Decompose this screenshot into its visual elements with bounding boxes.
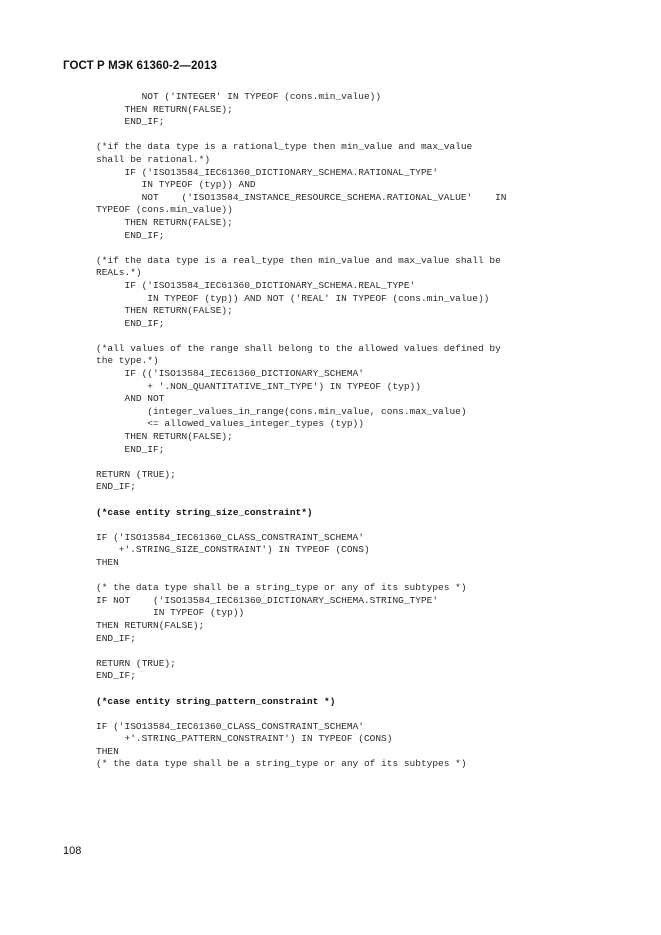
code-line: RETURN (TRUE);: [96, 468, 176, 480]
code-line: TYPEOF (cons.min_value)): [96, 204, 233, 216]
code-line: IN TYPEOF (typ)) AND NOT ('REAL' IN TYPEOF (cons.min_value)): [96, 292, 490, 304]
code-line: +'.STRING_PATTERN_CONSTRAINT') IN TYPEOF (CONS): [96, 733, 393, 745]
code-line: THEN: [96, 745, 119, 757]
code-line: IF ('ISO13584_IEC61360_DICTIONARY_SCHEMA.REAL_TYPE': [96, 279, 416, 291]
code-line: IN TYPEOF (typ)) AND: [96, 179, 256, 191]
code-comment-line: REALs.*): [96, 267, 142, 279]
code-line: IF ('ISO13584_IEC61360_DICTIONARY_SCHEMA.RATIONAL_TYPE': [96, 166, 439, 178]
code-line-blank: [96, 242, 596, 255]
code-line: NOT ('ISO13584_INSTANCE_RESOURCE_SCHEMA.RATIONAL_VALUE' IN: [96, 191, 507, 203]
code-comment-line: (*all values of the range shall belong to the allowed values defined by: [96, 342, 501, 354]
code-line-blank: [96, 683, 596, 696]
code-line: THEN RETURN(FALSE);: [96, 216, 233, 228]
code-line: (integer_values_in_range(cons.min_value, cons.max_value): [96, 405, 467, 417]
code-comment-line: (* the data type shall be a string_type or any of its subtypes *): [96, 582, 467, 594]
code-block: [96, 91, 596, 771]
page-number: 108: [63, 845, 82, 857]
code-line: AND NOT: [96, 393, 165, 405]
code-line: THEN: [96, 556, 119, 568]
code-line: END_IF;: [96, 229, 165, 241]
code-line-blank: [96, 456, 596, 469]
code-line: IF NOT ('ISO13584_IEC61360_DICTIONARY_SCHEMA.STRING_TYPE': [96, 594, 439, 606]
code-line: IN TYPEOF (typ)): [96, 607, 245, 619]
code-line: IF ('ISO13584_IEC61360_CLASS_CONSTRAINT_SCHEMA': [96, 531, 364, 543]
code-line: THEN RETURN(FALSE);: [96, 103, 233, 115]
code-line-blank: [96, 708, 596, 721]
code-line: RETURN (TRUE);: [96, 657, 176, 669]
code-line: IF (('ISO13584_IEC61360_DICTIONARY_SCHEMA': [96, 368, 364, 380]
code-comment-line: (*if the data type is a real_type then min_value and max_value shall be: [96, 254, 501, 266]
code-line: +'.STRING_SIZE_CONSTRAINT') IN TYPEOF (CONS): [96, 544, 370, 556]
code-comment-line: shall be rational.*): [96, 153, 211, 165]
code-line: END_IF;: [96, 481, 136, 493]
code-line: IF ('ISO13584_IEC61360_CLASS_CONSTRAINT_SCHEMA': [96, 720, 364, 732]
code-line: END_IF;: [96, 443, 165, 455]
code-line-blank: [96, 494, 596, 507]
code-line: END_IF;: [96, 116, 165, 128]
code-line: END_IF;: [96, 632, 136, 644]
code-line: THEN RETURN(FALSE);: [96, 305, 233, 317]
code-line: NOT ('INTEGER' IN TYPEOF (cons.min_value)): [96, 91, 382, 102]
section-heading-string-pattern-constraint: (*case entity string_pattern_constraint *): [96, 695, 336, 707]
code-line: THEN RETURN(FALSE);: [96, 431, 233, 443]
code-line: <= allowed_values_integer_types (typ)): [96, 418, 364, 430]
code-line-blank: [96, 330, 596, 343]
code-comment-line: the type.*): [96, 355, 159, 367]
section-heading-string-size-constraint: (*case entity string_size_constraint*): [96, 506, 313, 518]
code-comment-line: (* the data type shall be a string_type or any of its subtypes *): [96, 758, 467, 770]
code-line-blank: [96, 570, 596, 583]
code-line-blank: [96, 645, 596, 658]
code-line: + '.NON_QUANTITATIVE_INT_TYPE') IN TYPEOF (typ)): [96, 380, 421, 392]
code-comment-line: (*if the data type is a rational_type then min_value and max_value: [96, 141, 473, 153]
code-line: END_IF;: [96, 317, 165, 329]
code-line: THEN RETURN(FALSE);: [96, 619, 205, 631]
code-line: END_IF;: [96, 670, 136, 682]
code-line-blank: [96, 519, 596, 532]
code-line-blank: [96, 129, 596, 142]
page-header-title: ГОСТ Р МЭК 61360-2—2013: [63, 60, 217, 72]
